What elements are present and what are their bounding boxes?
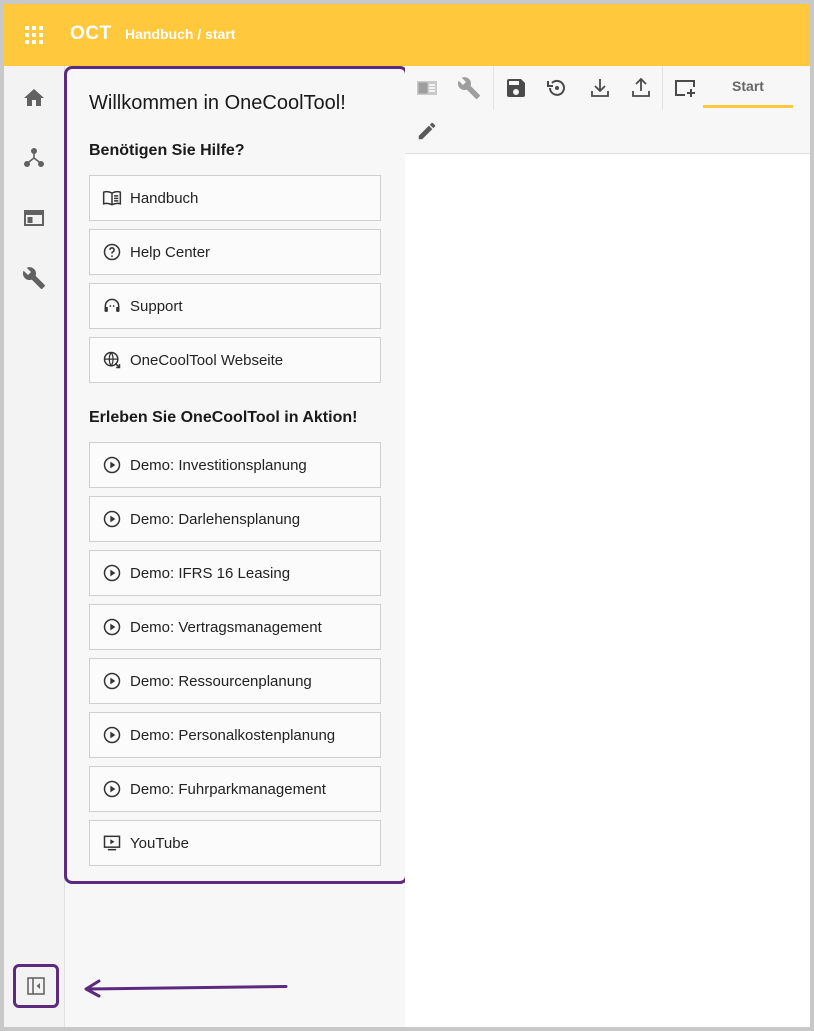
upload-icon (629, 76, 653, 100)
toggle-view-button[interactable] (415, 76, 439, 100)
wrench-icon (22, 266, 46, 290)
welcome-title: Willkommen in OneCoolTool! (89, 92, 346, 114)
demo-investitionsplanung-button[interactable] (89, 442, 381, 488)
youtube-icon (102, 833, 122, 853)
app-title[interactable]: OCT (70, 23, 112, 44)
play-circle-icon (102, 671, 122, 691)
sidebar-collapse-icon (26, 976, 46, 996)
support-button[interactable] (89, 283, 381, 329)
edit-bar (405, 110, 810, 154)
rail-item-dashboard[interactable] (22, 206, 46, 230)
breadcrumb: Handbuch / start (125, 26, 236, 42)
demo-heading: Erleben Sie OneCoolTool in Aktion! (89, 409, 358, 426)
toolbar (405, 66, 810, 111)
restore-button[interactable] (545, 76, 569, 100)
add-to-queue-icon (673, 76, 697, 100)
hierarchy-icon (22, 146, 46, 170)
demo-darlehensplanung-button[interactable] (89, 496, 381, 542)
website-button[interactable] (89, 337, 381, 383)
toolbar-divider (662, 66, 663, 110)
play-circle-icon (102, 779, 122, 799)
edit-pencil-icon[interactable] (416, 120, 438, 142)
demo-label: Demo: Ressourcenplanung (130, 672, 312, 690)
annotation-arrow (80, 976, 290, 1000)
demo-label: Demo: IFRS 16 Leasing (130, 564, 291, 582)
demo-label: Demo: Fuhrparkmanagement (130, 780, 326, 798)
download-button[interactable] (588, 76, 612, 100)
play-circle-icon (102, 725, 122, 745)
help-circle-icon (102, 242, 122, 262)
top-bar (4, 4, 810, 66)
support-label: Support (130, 297, 183, 315)
demo-label: Demo: Vertragsmanagement (130, 618, 322, 636)
handbuch-label: Handbuch (130, 189, 199, 207)
rail-item-tools[interactable] (22, 266, 46, 290)
settings-tool-button[interactable] (457, 76, 481, 100)
headset-icon (102, 296, 122, 316)
demo-label: Demo: Investitionsplanung (130, 456, 307, 474)
website-label: OneCoolTool Webseite (130, 351, 284, 369)
save-icon (504, 76, 528, 100)
demo-ressourcenplanung-button[interactable] (89, 658, 381, 704)
play-circle-icon (102, 455, 122, 475)
dashboard-icon (22, 206, 46, 230)
home-icon (22, 86, 46, 110)
demo-fuhrparkmanagement-button[interactable] (89, 766, 381, 812)
book-icon (102, 188, 122, 208)
toolbar-divider (493, 66, 494, 110)
demo-personalkostenplanung-button[interactable] (89, 712, 381, 758)
welcome-panel (64, 66, 408, 884)
play-circle-icon (102, 563, 122, 583)
rail-item-home[interactable] (22, 86, 46, 110)
history-icon (545, 76, 569, 100)
help-center-label: Help Center (130, 243, 211, 261)
demo-label: Demo: Darlehensplanung (130, 510, 301, 528)
download-icon (588, 76, 612, 100)
youtube-button[interactable] (89, 820, 381, 866)
panel-view-icon (415, 76, 439, 100)
add-window-button[interactable] (673, 76, 697, 100)
app-window (4, 4, 810, 1027)
collapse-panel-button[interactable] (13, 964, 59, 1008)
main-content (405, 66, 810, 1027)
demo-label: Demo: Personalkostenplanung (130, 726, 336, 744)
youtube-label: YouTube (130, 834, 189, 852)
play-circle-icon (102, 617, 122, 637)
rail-item-structure[interactable] (22, 146, 46, 170)
demo-vertragsmanagement-button[interactable] (89, 604, 381, 650)
save-button[interactable] (504, 76, 528, 100)
icon-rail (4, 66, 65, 1027)
apps-grid-icon[interactable] (24, 25, 44, 45)
handbuch-button[interactable] (89, 175, 381, 221)
tab-start[interactable]: Start (703, 66, 793, 108)
play-circle-icon (102, 509, 122, 529)
demo-ifrs16-button[interactable] (89, 550, 381, 596)
upload-button[interactable] (629, 76, 653, 100)
globe-icon (102, 350, 122, 370)
help-heading: Benötigen Sie Hilfe? (89, 142, 245, 159)
help-center-button[interactable] (89, 229, 381, 275)
wrench-icon (457, 76, 481, 100)
